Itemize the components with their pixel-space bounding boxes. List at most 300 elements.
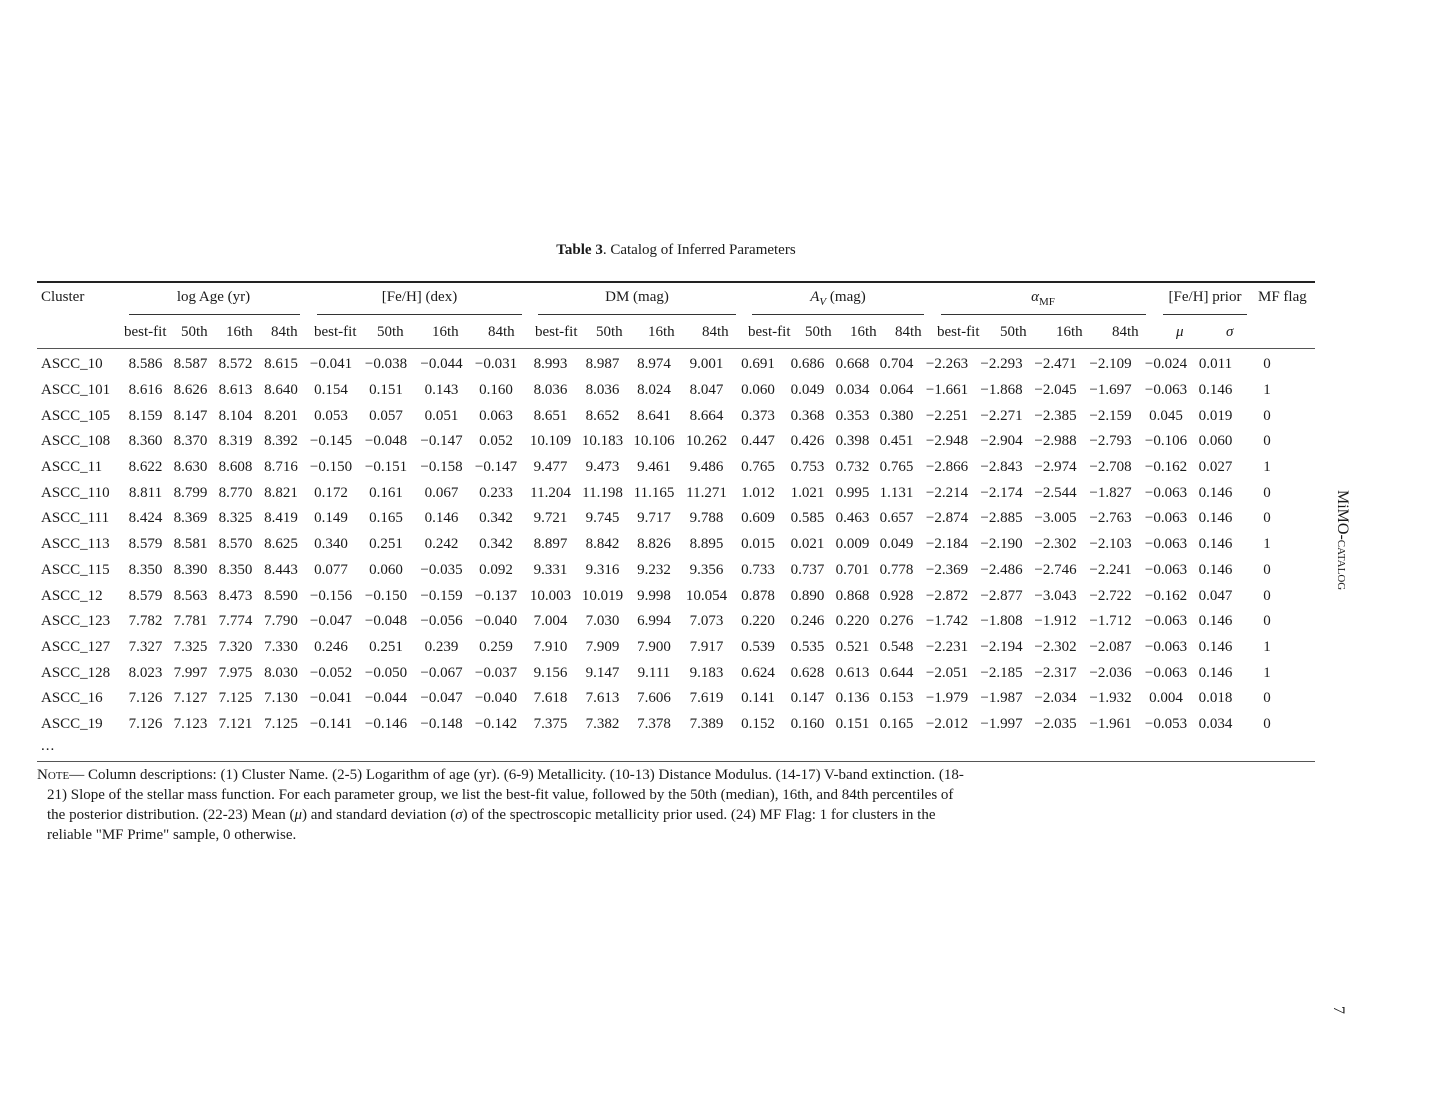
table-cell: 0.019 bbox=[1198, 407, 1233, 424]
cluster-name: ASCC_113 bbox=[41, 536, 110, 553]
table-cell: −2.190 bbox=[980, 536, 1023, 553]
table-cell: −2.012 bbox=[925, 715, 969, 732]
table-cell: −0.063 bbox=[1144, 664, 1188, 681]
table-cell: 7.325 bbox=[173, 638, 208, 655]
table-cell: 0.146 bbox=[1198, 382, 1233, 399]
av-subscript: V bbox=[819, 296, 827, 308]
table-cell: 0.778 bbox=[879, 561, 914, 578]
table-cell: −0.162 bbox=[1144, 459, 1188, 476]
table-cell: 0.063 bbox=[479, 407, 513, 424]
table-cell: −0.044 bbox=[420, 356, 463, 373]
cluster-name: ASCC_111 bbox=[41, 510, 110, 527]
note-sigma: σ bbox=[455, 807, 463, 823]
table-cell: −0.040 bbox=[474, 690, 518, 707]
table-cell: −0.150 bbox=[309, 459, 353, 476]
table-cell: −0.063 bbox=[1144, 536, 1188, 553]
table-cell: −2.087 bbox=[1089, 638, 1132, 655]
table-cell: 11.165 bbox=[633, 484, 675, 501]
table-cell: 8.369 bbox=[173, 510, 208, 527]
table-cell: 8.586 bbox=[128, 356, 163, 373]
header-feh-prior: [Fe/H] prior bbox=[1168, 289, 1242, 305]
subheader-feh-84th: 84th bbox=[488, 324, 515, 340]
table-cell: 8.350 bbox=[218, 561, 253, 578]
data-table bbox=[37, 352, 1297, 737]
table-cell: 9.156 bbox=[533, 664, 568, 681]
cluster-name: ASCC_101 bbox=[41, 382, 111, 399]
table-row bbox=[37, 635, 1297, 661]
table-cell: −2.385 bbox=[1034, 407, 1077, 424]
table-cell: 0.027 bbox=[1198, 459, 1233, 476]
table-cell: −2.317 bbox=[1034, 664, 1077, 681]
note-text-3: ) of the spectroscopic metallicity prior used. (24) MF Flag: 1 for clusters in the reliable "MF Prime" sample, 0 otherwise. bbox=[47, 807, 936, 843]
header-cluster: Cluster bbox=[41, 289, 85, 305]
subheader-logage-16th: 16th bbox=[226, 324, 253, 340]
table-cell: 7.125 bbox=[218, 690, 253, 707]
table-cell: −1.987 bbox=[980, 690, 1023, 707]
table-cell: 7.327 bbox=[128, 638, 163, 655]
table-cell: −0.052 bbox=[309, 664, 353, 681]
table-cell: −0.050 bbox=[364, 664, 408, 681]
table-cell: 0.609 bbox=[741, 510, 775, 527]
table-cell: 8.579 bbox=[128, 587, 163, 604]
alpha-underline bbox=[941, 314, 1146, 315]
table-cell: 0 bbox=[1263, 715, 1271, 732]
table-cell: 8.370 bbox=[173, 433, 208, 450]
subheader-av-84th: 84th bbox=[895, 324, 922, 340]
table-cell: 0 bbox=[1263, 484, 1271, 501]
table-cell: −0.037 bbox=[474, 664, 518, 681]
header-mf-flag: MF flag bbox=[1258, 289, 1307, 305]
subheader-prior-sigma: σ bbox=[1226, 324, 1234, 340]
subheader-prior-mu: μ bbox=[1176, 324, 1184, 340]
table-cell: 0.233 bbox=[479, 484, 513, 501]
table-cell: 0.691 bbox=[741, 356, 775, 373]
table-cell: −2.241 bbox=[1089, 561, 1132, 578]
table-cell: −3.043 bbox=[1034, 587, 1077, 604]
table-cell: 0.009 bbox=[835, 536, 870, 553]
table-cell: 0.018 bbox=[1198, 690, 1233, 707]
table-cell: 0.149 bbox=[314, 510, 348, 527]
table-cell: 0.251 bbox=[369, 536, 403, 553]
av-unit: (mag) bbox=[826, 289, 866, 305]
table-cell: 7.781 bbox=[173, 613, 208, 630]
subheader-logage-50th: 50th bbox=[181, 324, 208, 340]
table-cell: 9.473 bbox=[585, 459, 620, 476]
table-cell: 7.121 bbox=[218, 715, 253, 732]
table-cell: −2.722 bbox=[1089, 587, 1132, 604]
table-cell: 0.276 bbox=[879, 613, 914, 630]
table-cell: 0.047 bbox=[1198, 587, 1233, 604]
table-cell: −2.904 bbox=[980, 433, 1023, 450]
table-cell: 0 bbox=[1263, 407, 1271, 424]
table-cell: 8.842 bbox=[585, 536, 620, 553]
table-cell: 0.172 bbox=[314, 484, 348, 501]
subheader-feh-bestfit: best-fit bbox=[314, 324, 357, 340]
table-cell: 8.201 bbox=[264, 407, 298, 424]
table-cell: −0.063 bbox=[1144, 613, 1188, 630]
table-cell: −2.793 bbox=[1089, 433, 1132, 450]
header-alpha-mf bbox=[940, 289, 1146, 308]
table-cell: 9.147 bbox=[585, 664, 620, 681]
table-row bbox=[37, 455, 1297, 481]
note-mu: μ bbox=[294, 807, 302, 823]
table-cell: 0.143 bbox=[424, 382, 459, 399]
table-cell: 10.106 bbox=[633, 433, 675, 450]
table-cell: 8.622 bbox=[128, 459, 163, 476]
table-cell: 0.057 bbox=[369, 407, 403, 424]
table-cell: 10.003 bbox=[529, 587, 572, 604]
running-head-part2: catalog bbox=[1334, 539, 1351, 591]
subheader-av-16th: 16th bbox=[850, 324, 877, 340]
table-cell: 0.060 bbox=[1198, 433, 1233, 450]
table-cell: 8.630 bbox=[173, 459, 208, 476]
table-cell: −1.827 bbox=[1089, 484, 1132, 501]
table-cell: 8.579 bbox=[128, 536, 163, 553]
table-cell: −2.974 bbox=[1034, 459, 1077, 476]
table-cell: 9.788 bbox=[689, 510, 724, 527]
table-cell: 8.770 bbox=[218, 484, 253, 501]
table-cell: 7.618 bbox=[533, 690, 568, 707]
table-cell: 8.587 bbox=[173, 356, 208, 373]
table-cell: 0.060 bbox=[741, 382, 775, 399]
cluster-name: ASCC_115 bbox=[41, 561, 110, 578]
table-cell: −2.471 bbox=[1034, 356, 1077, 373]
header-dm: DM (mag) bbox=[605, 289, 669, 305]
table-cell: 0.259 bbox=[479, 638, 513, 655]
table-cell: 0.463 bbox=[835, 510, 870, 527]
table-cell: 0.220 bbox=[741, 613, 775, 630]
table-cell: 1 bbox=[1263, 536, 1271, 553]
table-cell: 7.997 bbox=[173, 664, 208, 681]
table-cell: 0.373 bbox=[741, 407, 775, 424]
table-cell: 8.626 bbox=[173, 382, 208, 399]
table-cell: 0.733 bbox=[741, 561, 775, 578]
table-cell: 0.644 bbox=[879, 664, 914, 681]
table-cell: 9.721 bbox=[533, 510, 568, 527]
table-cell: −0.047 bbox=[309, 613, 353, 630]
table-cell: 7.130 bbox=[264, 690, 298, 707]
table-cell: 8.419 bbox=[264, 510, 298, 527]
table-cell: −2.877 bbox=[980, 587, 1023, 604]
note-text-2: ) and standard deviation ( bbox=[301, 807, 456, 823]
table-cell: −0.137 bbox=[474, 587, 518, 604]
subheader-alpha-16th: 16th bbox=[1056, 324, 1083, 340]
table-cell: −0.156 bbox=[309, 587, 353, 604]
table-cell: 0.146 bbox=[1198, 638, 1233, 655]
page-number: 7 bbox=[1330, 1006, 1347, 1014]
table-cell: −2.369 bbox=[925, 561, 969, 578]
cluster-name: ASCC_108 bbox=[41, 433, 111, 450]
cluster-name: ASCC_123 bbox=[41, 613, 111, 630]
table-cell: 11.198 bbox=[582, 484, 623, 501]
table-cell: 0 bbox=[1263, 510, 1271, 527]
table-cell: −2.843 bbox=[980, 459, 1023, 476]
table-cell: 8.590 bbox=[264, 587, 298, 604]
table-cell: 7.619 bbox=[689, 690, 724, 707]
table-cell: 8.036 bbox=[585, 382, 620, 399]
table-cell: 1 bbox=[1263, 664, 1271, 681]
table-row bbox=[37, 378, 1297, 404]
subheader-alpha-84th: 84th bbox=[1112, 324, 1139, 340]
table-cell: 10.262 bbox=[685, 433, 728, 450]
table-cell: 8.651 bbox=[533, 407, 568, 424]
table-cell: −0.047 bbox=[420, 690, 463, 707]
table-cell: 10.054 bbox=[685, 587, 728, 604]
header-rule bbox=[37, 348, 1315, 349]
table-cell: 0.220 bbox=[835, 613, 870, 630]
table-body bbox=[37, 352, 1297, 737]
table-cell: 7.917 bbox=[689, 638, 724, 655]
table-cell: −0.035 bbox=[420, 561, 463, 578]
table-cell: 8.608 bbox=[218, 459, 253, 476]
cluster-name: ASCC_12 bbox=[41, 587, 103, 604]
table-cell: 0.051 bbox=[424, 407, 459, 424]
table-cell: −3.005 bbox=[1034, 510, 1077, 527]
table-cell: 8.625 bbox=[264, 536, 298, 553]
table-cell: −0.056 bbox=[420, 613, 463, 630]
table-cell: 10.183 bbox=[581, 433, 624, 450]
cluster-name: ASCC_16 bbox=[41, 690, 103, 707]
running-head-part1: MiMO- bbox=[1334, 490, 1351, 540]
note-lead: Note bbox=[37, 767, 70, 783]
table-cell: 0 bbox=[1263, 433, 1271, 450]
table-cell: −2.194 bbox=[980, 638, 1023, 655]
table-cell: −1.997 bbox=[980, 715, 1023, 732]
table-cell: 9.183 bbox=[689, 664, 724, 681]
table-cell: 8.319 bbox=[218, 433, 253, 450]
table-cell: 8.664 bbox=[689, 407, 724, 424]
table-cell: −0.158 bbox=[420, 459, 463, 476]
table-cell: 0.353 bbox=[835, 407, 870, 424]
table-row bbox=[37, 686, 1297, 712]
table-cell: −0.146 bbox=[364, 715, 408, 732]
table-cell: 7.910 bbox=[533, 638, 568, 655]
table-cell: 0.151 bbox=[835, 715, 870, 732]
table-cell: 0.052 bbox=[479, 433, 513, 450]
subheader-alpha-50th: 50th bbox=[1000, 324, 1027, 340]
table-cell: 0.053 bbox=[314, 407, 348, 424]
note-paragraph bbox=[37, 765, 972, 845]
subheader-dm-bestfit: best-fit bbox=[535, 324, 578, 340]
table-cell: 8.616 bbox=[128, 382, 163, 399]
table-cell: −2.885 bbox=[980, 510, 1023, 527]
table-cell: 8.572 bbox=[218, 356, 253, 373]
table-cell: 0 bbox=[1263, 690, 1271, 707]
table-cell: −2.302 bbox=[1034, 536, 1077, 553]
table-cell: −0.159 bbox=[420, 587, 463, 604]
table-cell: 0 bbox=[1263, 587, 1271, 604]
note-dash: — bbox=[69, 767, 85, 783]
table-cell: 0.451 bbox=[879, 433, 914, 450]
table-cell: 7.004 bbox=[533, 613, 568, 630]
table-cell: 7.975 bbox=[218, 664, 253, 681]
table-cell: 11.204 bbox=[530, 484, 571, 501]
table-cell: −2.045 bbox=[1034, 382, 1077, 399]
table-cell: −2.948 bbox=[925, 433, 969, 450]
table-cell: 0.368 bbox=[790, 407, 825, 424]
table-cell: 1 bbox=[1263, 382, 1271, 399]
table-cell: 7.613 bbox=[585, 690, 620, 707]
table-row bbox=[37, 558, 1297, 584]
table-cell: 0.015 bbox=[741, 536, 775, 553]
table-cell: 8.895 bbox=[689, 536, 724, 553]
table-cell: −0.040 bbox=[474, 613, 518, 630]
table-row bbox=[37, 403, 1297, 429]
table-cell: −0.063 bbox=[1144, 638, 1188, 655]
table-cell: 0.011 bbox=[1198, 356, 1233, 373]
subheader-logage-84th: 84th bbox=[271, 324, 298, 340]
table-cell: −0.106 bbox=[1144, 433, 1188, 450]
alpha-symbol: α bbox=[1031, 289, 1039, 305]
table-cell: 8.987 bbox=[585, 356, 620, 373]
table-cell: 0.628 bbox=[790, 664, 825, 681]
table-cell: 8.716 bbox=[264, 459, 298, 476]
table-cell: 9.486 bbox=[689, 459, 724, 476]
table-cell: 0 bbox=[1263, 561, 1271, 578]
table-cell: −2.263 bbox=[925, 356, 969, 373]
table-cell: 9.316 bbox=[585, 561, 620, 578]
subheader-logage-bestfit: best-fit bbox=[124, 324, 167, 340]
table-cell: −0.148 bbox=[420, 715, 463, 732]
subheader-alpha-bestfit: best-fit bbox=[937, 324, 980, 340]
table-cell: −2.271 bbox=[980, 407, 1023, 424]
table-cell: −2.486 bbox=[980, 561, 1023, 578]
table-cell: −1.961 bbox=[1089, 715, 1132, 732]
table-cell: 8.799 bbox=[173, 484, 208, 501]
cluster-name: ASCC_128 bbox=[41, 664, 111, 681]
table-cell: −2.251 bbox=[925, 407, 969, 424]
table-cell: 0.704 bbox=[879, 356, 914, 373]
table-cell: 0.246 bbox=[790, 613, 825, 630]
table-row bbox=[37, 712, 1297, 738]
table-row bbox=[37, 583, 1297, 609]
table-cell: −1.712 bbox=[1089, 613, 1132, 630]
subheader-av-50th: 50th bbox=[805, 324, 832, 340]
subheader-feh-50th: 50th bbox=[377, 324, 404, 340]
table-cell: 0.686 bbox=[790, 356, 825, 373]
table-row bbox=[37, 660, 1297, 686]
table-cell: −1.868 bbox=[980, 382, 1023, 399]
av-underline bbox=[752, 314, 924, 315]
table-cell: −2.866 bbox=[925, 459, 969, 476]
table-cell: 7.126 bbox=[128, 690, 163, 707]
table-cell: 1.012 bbox=[741, 484, 775, 501]
table-cell: 0.153 bbox=[879, 690, 914, 707]
table-cell: −2.184 bbox=[925, 536, 969, 553]
table-cell: 8.104 bbox=[218, 407, 253, 424]
table-cell: 8.473 bbox=[218, 587, 253, 604]
table-cell: −1.912 bbox=[1034, 613, 1077, 630]
table-cell: 8.640 bbox=[264, 382, 298, 399]
table-cell: 7.389 bbox=[689, 715, 724, 732]
table-cell: −1.932 bbox=[1089, 690, 1132, 707]
table-cell: −0.031 bbox=[474, 356, 518, 373]
av-symbol: A bbox=[810, 289, 820, 305]
table-cell: −2.185 bbox=[980, 664, 1023, 681]
table-cell: 0.342 bbox=[479, 536, 513, 553]
table-cell: 7.330 bbox=[264, 638, 298, 655]
table-cell: 0.146 bbox=[1198, 613, 1233, 630]
table-cell: −2.036 bbox=[1089, 664, 1132, 681]
table-cell: 0.004 bbox=[1149, 690, 1183, 707]
table-cell: 0.995 bbox=[835, 484, 870, 501]
table-cell: 10.109 bbox=[529, 433, 572, 450]
bottom-rule bbox=[37, 761, 1315, 762]
table-cell: −0.044 bbox=[364, 690, 408, 707]
table-cell: 0.151 bbox=[369, 382, 403, 399]
table-cell: 0.398 bbox=[835, 433, 870, 450]
table-row bbox=[37, 532, 1297, 558]
table-cell: 7.320 bbox=[218, 638, 253, 655]
table-cell: 0.239 bbox=[424, 638, 459, 655]
table-cell: 0.342 bbox=[479, 510, 513, 527]
table-cell: 8.443 bbox=[264, 561, 298, 578]
subheader-dm-16th: 16th bbox=[648, 324, 675, 340]
table-cell: 0.034 bbox=[835, 382, 870, 399]
table-cell: −2.231 bbox=[925, 638, 969, 655]
logage-underline bbox=[129, 314, 300, 315]
header-feh: [Fe/H] (dex) bbox=[381, 289, 458, 305]
table-cell: −0.041 bbox=[309, 356, 353, 373]
table-cell: 0.160 bbox=[790, 715, 825, 732]
table-cell: 8.974 bbox=[637, 356, 671, 373]
table-cell: 0.067 bbox=[424, 484, 459, 501]
table-cell: 7.030 bbox=[585, 613, 620, 630]
table-cell: −0.041 bbox=[309, 690, 353, 707]
table-cell: −0.038 bbox=[364, 356, 408, 373]
table-cell: 0.765 bbox=[741, 459, 775, 476]
cluster-name: ASCC_110 bbox=[41, 484, 110, 501]
table-cell: 8.036 bbox=[533, 382, 568, 399]
table-cell: 0.165 bbox=[369, 510, 403, 527]
table-cell: 7.900 bbox=[637, 638, 671, 655]
header-av bbox=[752, 289, 924, 308]
table-cell: 10.019 bbox=[581, 587, 624, 604]
table-row bbox=[37, 480, 1297, 506]
table-cell: 0.657 bbox=[879, 510, 914, 527]
cluster-name: ASCC_11 bbox=[41, 459, 103, 476]
table-cell: 1 bbox=[1263, 459, 1271, 476]
table-cell: 0 bbox=[1263, 356, 1271, 373]
table-cell: 8.570 bbox=[218, 536, 253, 553]
table-cell: −2.293 bbox=[980, 356, 1023, 373]
table-cell: 0 bbox=[1263, 613, 1271, 630]
table-cell: 0.878 bbox=[741, 587, 775, 604]
table-cell: 9.461 bbox=[637, 459, 671, 476]
table-cell: 0.146 bbox=[1198, 536, 1233, 553]
table-cell: 7.382 bbox=[585, 715, 620, 732]
table-cell: −2.034 bbox=[1034, 690, 1077, 707]
table-cell: 9.998 bbox=[637, 587, 671, 604]
table-cell: −2.035 bbox=[1034, 715, 1077, 732]
table-cell: −0.151 bbox=[364, 459, 408, 476]
table-cell: −0.145 bbox=[309, 433, 353, 450]
table-cell: 8.325 bbox=[218, 510, 253, 527]
table-cell: 8.581 bbox=[173, 536, 208, 553]
table-cell: −2.214 bbox=[925, 484, 969, 501]
table-cell: 9.717 bbox=[637, 510, 671, 527]
table-cell: 0.146 bbox=[424, 510, 459, 527]
cluster-name: ASCC_127 bbox=[41, 638, 111, 655]
alpha-subscript: MF bbox=[1038, 296, 1055, 308]
table-cell: 0.242 bbox=[424, 536, 459, 553]
table-caption bbox=[0, 242, 1352, 259]
top-rule bbox=[37, 281, 1315, 283]
table-cell: 0.147 bbox=[790, 690, 825, 707]
table-cell: 8.030 bbox=[264, 664, 298, 681]
table-cell: 0.548 bbox=[879, 638, 914, 655]
table-ellipsis: ... bbox=[41, 738, 56, 754]
